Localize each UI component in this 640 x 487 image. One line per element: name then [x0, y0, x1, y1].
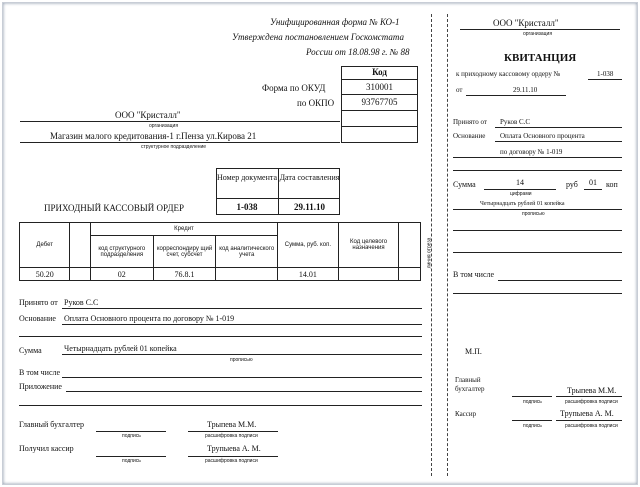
purpose-header: Код целевого назначения [338, 223, 399, 268]
receipt-including-label: В том числе [453, 270, 495, 279]
receipt-cashier-name: Трупыева А. М. [560, 409, 614, 418]
chief-accountant-name: Трыпева М.М. [207, 420, 257, 429]
analytic-header: код аналитического учета [216, 236, 278, 268]
structural-unit: Магазин малого кредитования-1 г.Пенза ул.Кирова 21 [50, 131, 257, 141]
okpo-label: по ОКПО [297, 98, 335, 108]
receipt-received-value: Руков С.С [500, 118, 531, 126]
receipt-to-order-label: к приходному кассовому ордеру № [456, 70, 561, 78]
order-title: ПРИХОДНЫЙ КАССОВЫЙ ОРДЕР [44, 203, 184, 213]
code-header: Код [372, 67, 387, 77]
attachment-label: Приложение [19, 382, 62, 391]
receipt-org-caption: организация [523, 31, 553, 37]
sum-label: Сумма [19, 346, 42, 355]
receipt-sum-words: Четырнадцать рублей 01 копейка [480, 201, 565, 207]
receipt-words-caption: прописью [522, 211, 545, 217]
receipt-rub-label: руб [566, 180, 578, 189]
receipt-chief-name: Трыпева М.М. [567, 386, 617, 395]
received-from-value: Руков С.С [64, 298, 99, 307]
sum-value: 14.01 [278, 268, 339, 281]
debit-value: 50.20 [20, 268, 70, 281]
credit-header: Кредит [90, 223, 277, 236]
receipt-date: 29.11.10 [513, 86, 538, 94]
receipt-cashier-name-caption: расшифровка подписи [565, 423, 618, 429]
receipt-digits-caption: цифрами [510, 191, 532, 197]
okud-label: Форма по ОКУД [262, 83, 326, 93]
receipt-sum-rub: 14 [516, 178, 524, 187]
okpo-value: 93767705 [361, 97, 398, 107]
receipt-basis-label: Основание [453, 132, 486, 140]
receipt-received-label: Принято от [453, 118, 487, 126]
unit-code-value: 02 [90, 268, 153, 281]
approval-line: Утверждена постановлением Госкомстата [232, 32, 404, 42]
form-type-line: Унифицированная форма № КО-1 [270, 17, 400, 27]
basis-value: Оплата Основного процента по договору № 1-019 [64, 314, 235, 323]
receipt-kop-label: коп [606, 180, 618, 189]
receipt-stamp-place: М.П. [465, 347, 482, 356]
receipt-chief-name-caption: расшифровка подписи [565, 399, 618, 405]
cut-line-inner [447, 14, 448, 476]
organization-name: ООО "Кристалл" [115, 110, 181, 120]
accounting-table [19, 222, 421, 281]
receipt-sum-label: Сумма [453, 180, 476, 189]
basis-label: Основание [19, 314, 56, 323]
receipt-chief-label: Главный бухгалтер [455, 376, 485, 393]
receipt-basis-line1: Оплата Основного процента [500, 132, 585, 140]
receipt-sum-kop: 01 [589, 178, 597, 187]
receipt-cashier-label: Кассир [455, 410, 477, 418]
chief-name-caption: расшифровка подписи [205, 433, 258, 439]
receipt-title: КВИТАНЦИЯ [504, 52, 577, 64]
sum-words-caption: прописью [230, 357, 253, 363]
cashier-name-caption: расшифровка подписи [205, 458, 258, 464]
cashier-signature-caption: подпись [122, 458, 141, 464]
receipt-order-number: 1-038 [597, 70, 614, 78]
received-from-label: Принято от [19, 298, 58, 307]
doc-date-value: 29.11.10 [293, 202, 325, 212]
debit-header: Дебет [20, 223, 70, 268]
account-value: 76.8.1 [153, 268, 216, 281]
receipt-org-name: ООО "Кристалл" [493, 18, 559, 28]
cashier-received-label: Получил кассир [19, 444, 74, 453]
receipt-chief-signature-caption: подпись [523, 399, 542, 405]
receipt-cashier-signature-caption: подпись [523, 423, 542, 429]
sum-header: Сумма, руб. коп. [278, 223, 339, 268]
doc-date-header: Дата составления [279, 173, 340, 182]
chief-accountant-label: Главный бухгалтер [19, 420, 84, 429]
structural-unit-caption: структурное подразделение [141, 144, 207, 150]
organization-caption: организация [149, 123, 179, 129]
doc-number-value: 1-038 [236, 202, 258, 212]
sum-words-value: Четырнадцать рублей 01 копейка [64, 344, 177, 353]
unit-code-header: код структурного подразделения [90, 236, 153, 268]
receipt-basis-line2: по договору № 1-019 [500, 148, 563, 156]
cashier-name: Трупыева А. М. [207, 444, 261, 453]
chief-signature-caption: подпись [122, 433, 141, 439]
approval-date-line: России от 18.08.98 г. № 88 [306, 47, 410, 57]
account-header: корреспондиру щий счет, субсчет [153, 236, 216, 268]
including-label: В том числе [19, 368, 61, 377]
receipt-from-label: от [456, 86, 463, 94]
cut-line-label: линия отреза [426, 237, 433, 269]
doc-number-header: Номер документа [216, 173, 277, 182]
okud-value: 310001 [366, 82, 393, 92]
